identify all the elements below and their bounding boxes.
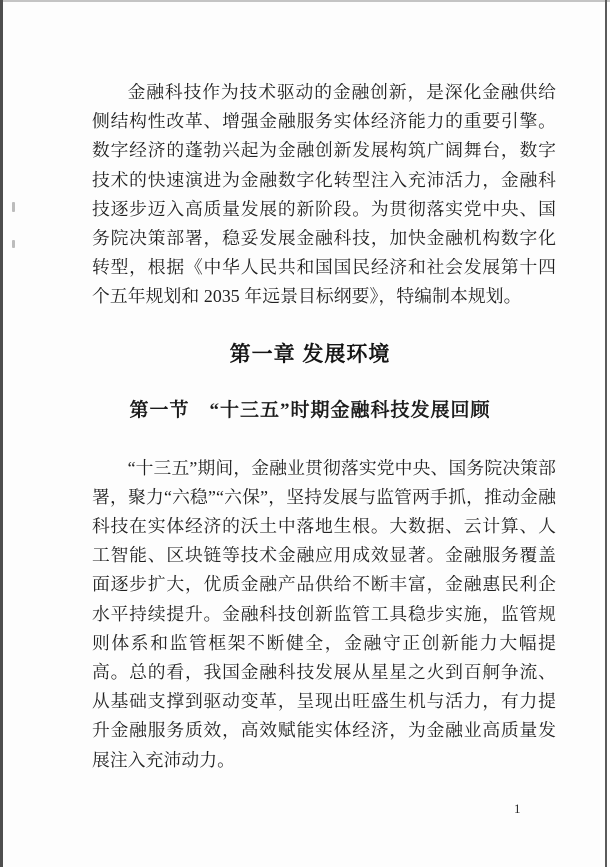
chapter-heading: 第一章 发展环境: [229, 342, 391, 366]
section-heading: 第一节 “十三五”时期金融科技发展回顾: [129, 399, 491, 421]
page-number: 1: [514, 801, 521, 816]
intro-paragraph: 金融科技作为技术驱动的金融创新，是深化金融供给侧结构性改革、增强金融服务实体经济能力的重要引擎。数字经济的蓬勃兴起为金融创新发展构筑广阔舞台，数字技术的快速演进为金融数字化转型注入充沛活力，金融科技逐步迈入高质量发展的新阶段。为贯彻落实党中央、国务院决策部署，稳妥发展金融科技，加快金融机构数字化转型，根据《中华人民共和国国民经济和社会发展第十四个五年规划和 2035 年远景目标纲要》，特编制本规划。: [92, 82, 556, 307]
review-paragraph: “十三五”期间，金融业贯彻落实党中央、国务院决策部署，聚力“六稳”“六保”，坚持发展与监管两手抓，推动金融科技在实体经济的沃土中落地生根。大数据、云计算、人工智能、区块链等技术金融应用成效显著。金融服务覆盖面逐步扩大，优质金融产品供给不断丰富，金融惠民利企水平持续提升。金融科技创新监管工具稳步实施，监管规则体系和监管框架不断健全，金融守正创新能力大幅提高。总的看，我国金融科技发展从星星之火到百舸争流、从基础支撑到驱动变革，呈现出旺盛生机与活力，有力提升金融服务质效，高效赋能实体经济，为金融业高质量发展注入充沛动力。: [92, 457, 556, 770]
scan-speck: [12, 240, 15, 248]
scan-edge-left: [0, 0, 3, 867]
scan-edge-top: [0, 0, 610, 2]
document-body: [92, 78, 556, 775]
scan-edge-right: [605, 0, 607, 867]
scan-speck: [12, 202, 15, 212]
